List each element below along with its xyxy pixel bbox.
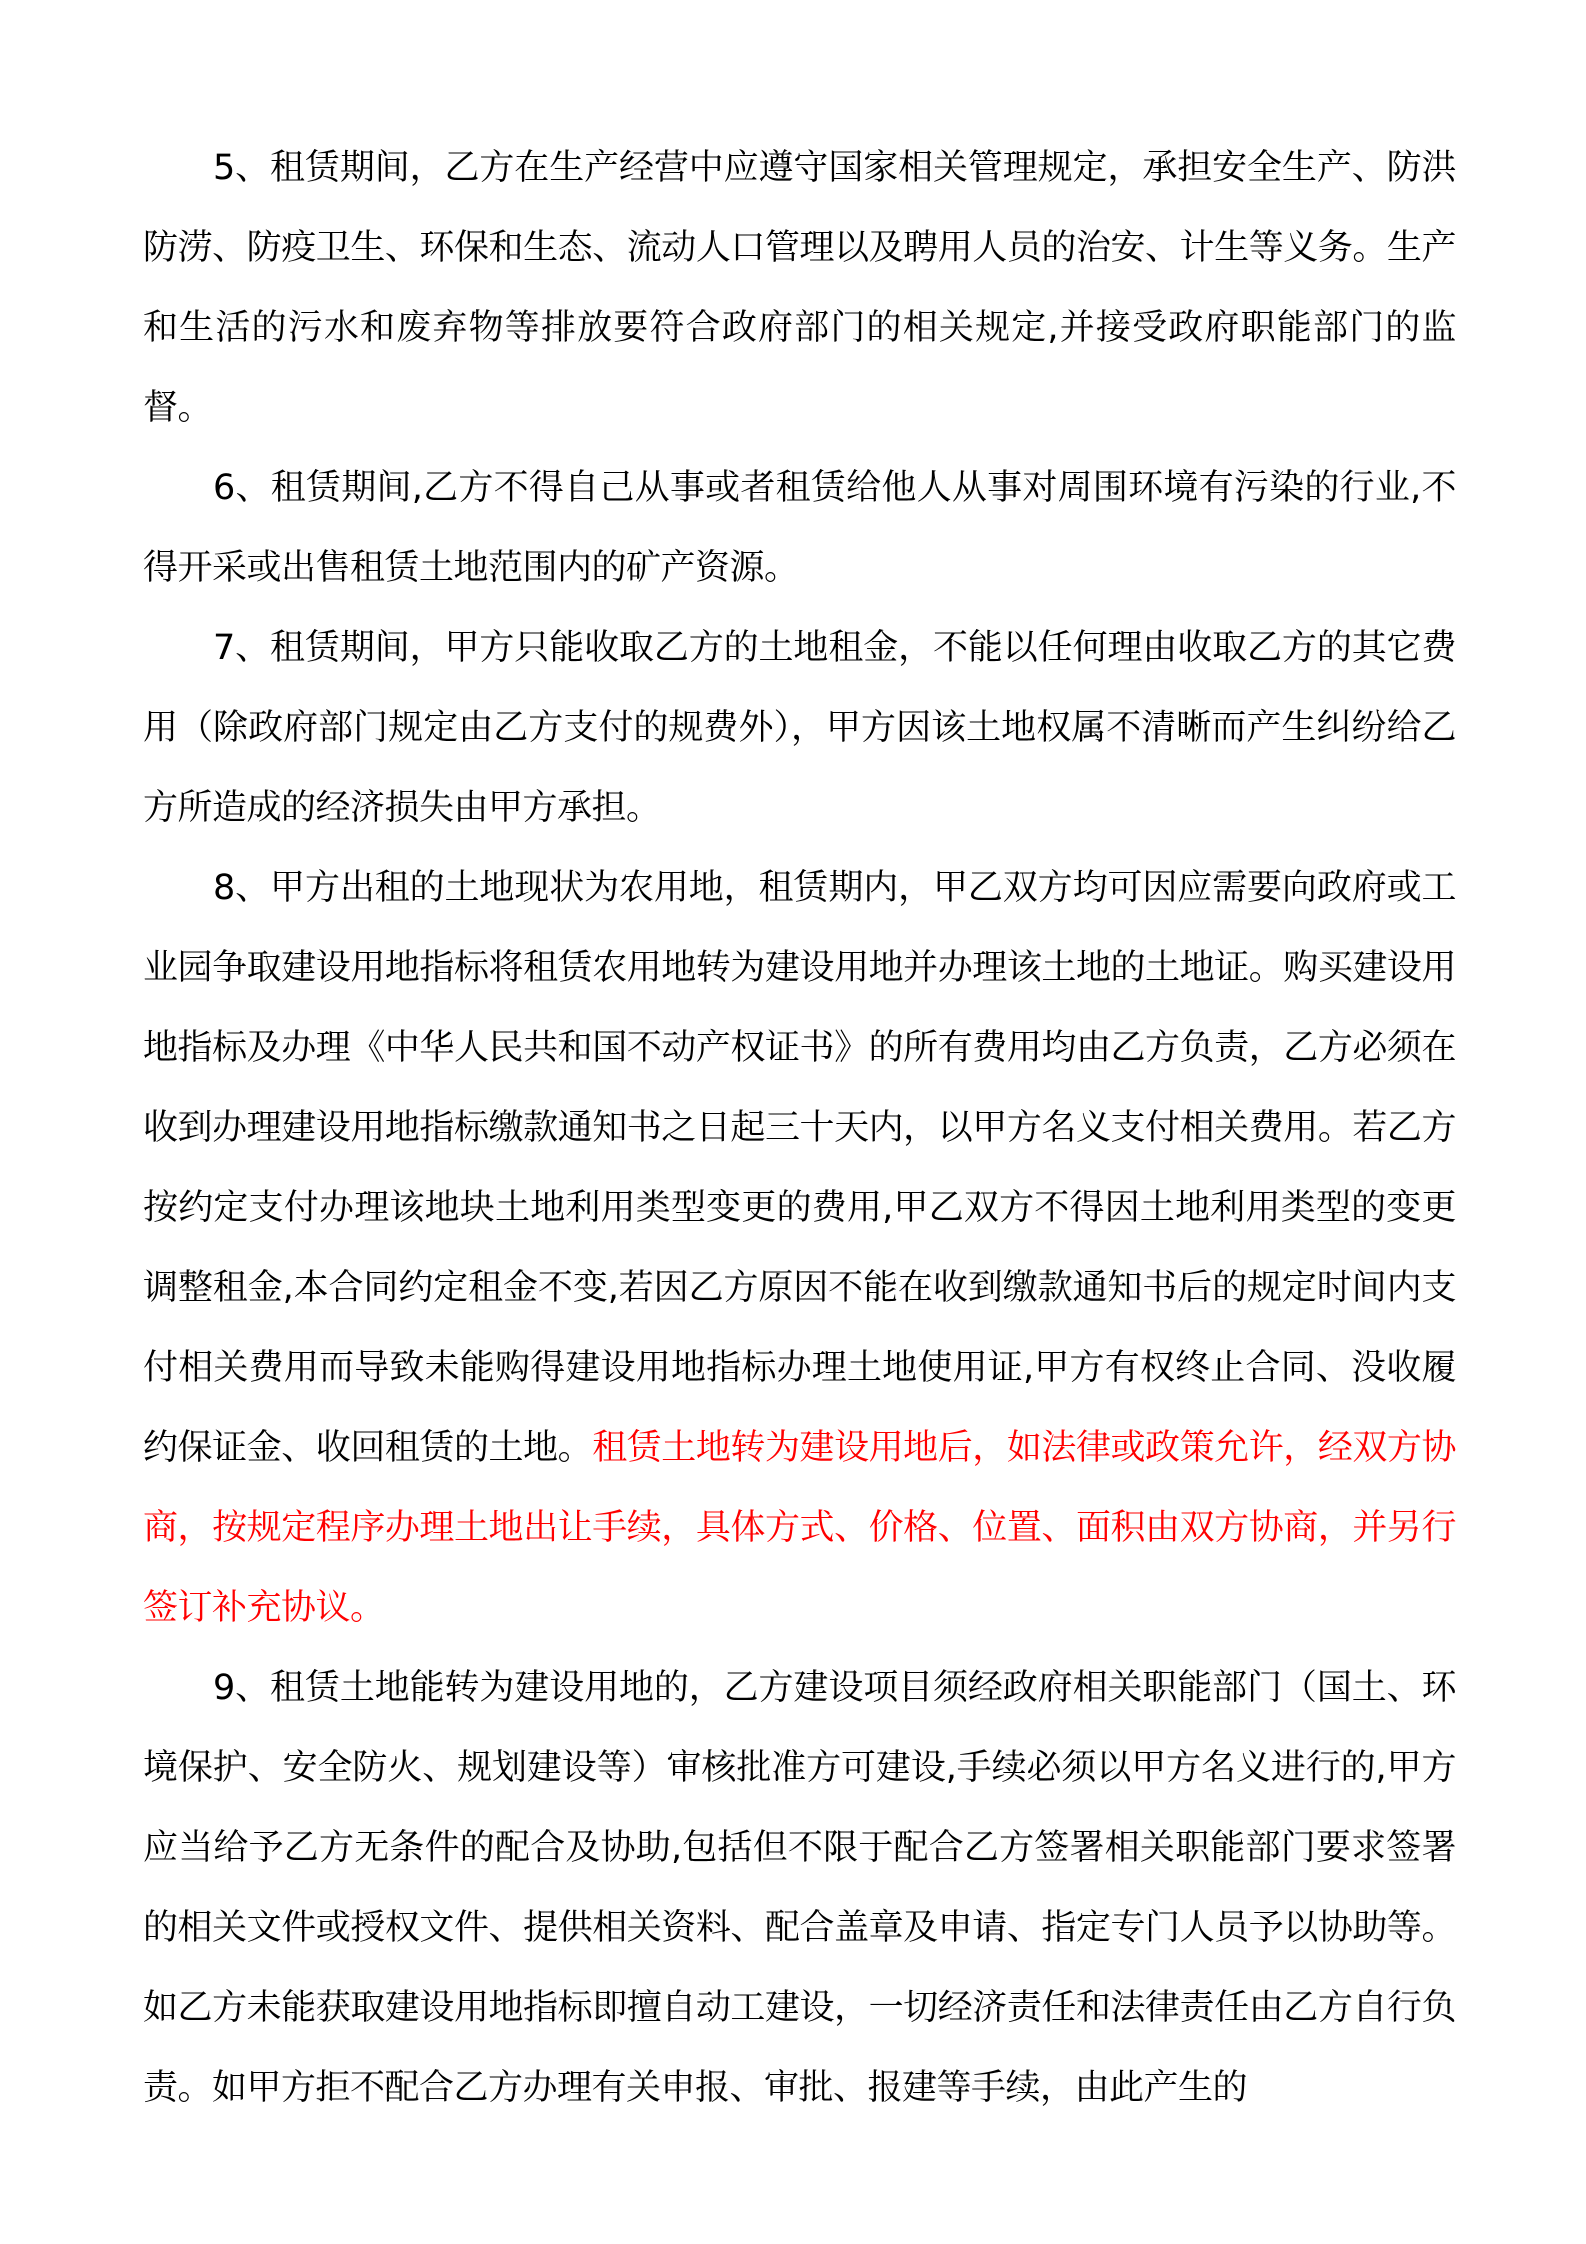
paragraph-5 [143, 128, 1456, 448]
paragraph-text: 7、租赁期间，甲方只能收取乙方的土地租金，不能以任何理由收取乙方的其它费用（除政府部门规定由乙方支付的规费外），甲方因该土地权属不清晰而产生纠纷给乙方所造成的经济损失由甲方承担。 [143, 628, 1456, 828]
paragraph-7 [143, 608, 1456, 848]
paragraph-8 [143, 848, 1456, 1648]
paragraph-text: 8、甲方出租的土地现状为农用地，租赁期内，甲乙双方均可因应需要向政府或工业园争取建设用地指标将租赁农用地转为建设用地并办理该土地的土地证。购买建设用地指标及办理《中华人民共和国不动产权证书》的所有费用均由乙方负责，乙方必须在收到办理建设用地指标缴款通知书之日起三十天内，以甲方名义支付相关费用。若乙方按约定支付办理该地块土地利用类型变更的费用,甲乙双方不得因土地利用类型的变更调整租金,本合同约定租金不变,若因乙方原因不能在收到缴款通知书后的规定时间内支付相关费用而导致未能购得建设用地指标办理土地使用证,甲方有权终止合同、没收履约保证金、收回租赁的土地。 [143, 868, 1456, 1468]
paragraph-text: 9、租赁土地能转为建设用地的，乙方建设项目须经政府相关职能部门（国土、环境保护、安全防火、规划建设等）审核批准方可建设,手续必须以甲方名义进行的,甲方应当给予乙方无条件的配合及协助,包括但不限于配合乙方签署相关职能部门要求签署的相关文件或授权文件、提供相关资料、配合盖章及申请、指定专门人员予以协助等。如乙方未能获取建设用地指标即擅自动工建设，一切经济责任和法律责任由乙方自行负责。如甲方拒不配合乙方办理有关申报、审批、报建等手续，由此产生的 [143, 1668, 1456, 2108]
paragraph-text: 6、租赁期间,乙方不得自己从事或者租赁给他人从事对周围环境有污染的行业,不得开采或出售租赁土地范围内的矿产资源。 [143, 468, 1456, 588]
document-body [143, 128, 1456, 2128]
highlighted-clause: 租赁土地转为建设用地后，如法律或政策允许，经双方协商，按规定程序办理土地出让手续，具体方式、价格、位置、面积由双方协商，并另行签订补充协议。 [143, 1428, 1456, 1628]
paragraph-text: 5、租赁期间，乙方在生产经营中应遵守国家相关管理规定，承担安全生产、防洪防涝、防疫卫生、环保和生态、流动人口管理以及聘用人员的治安、计生等义务。生产和生活的污水和废弃物等排放要符合政府部门的相关规定,并接受政府职能部门的监督。 [143, 148, 1456, 428]
paragraph-9 [143, 1648, 1456, 2128]
paragraph-6 [143, 448, 1456, 608]
